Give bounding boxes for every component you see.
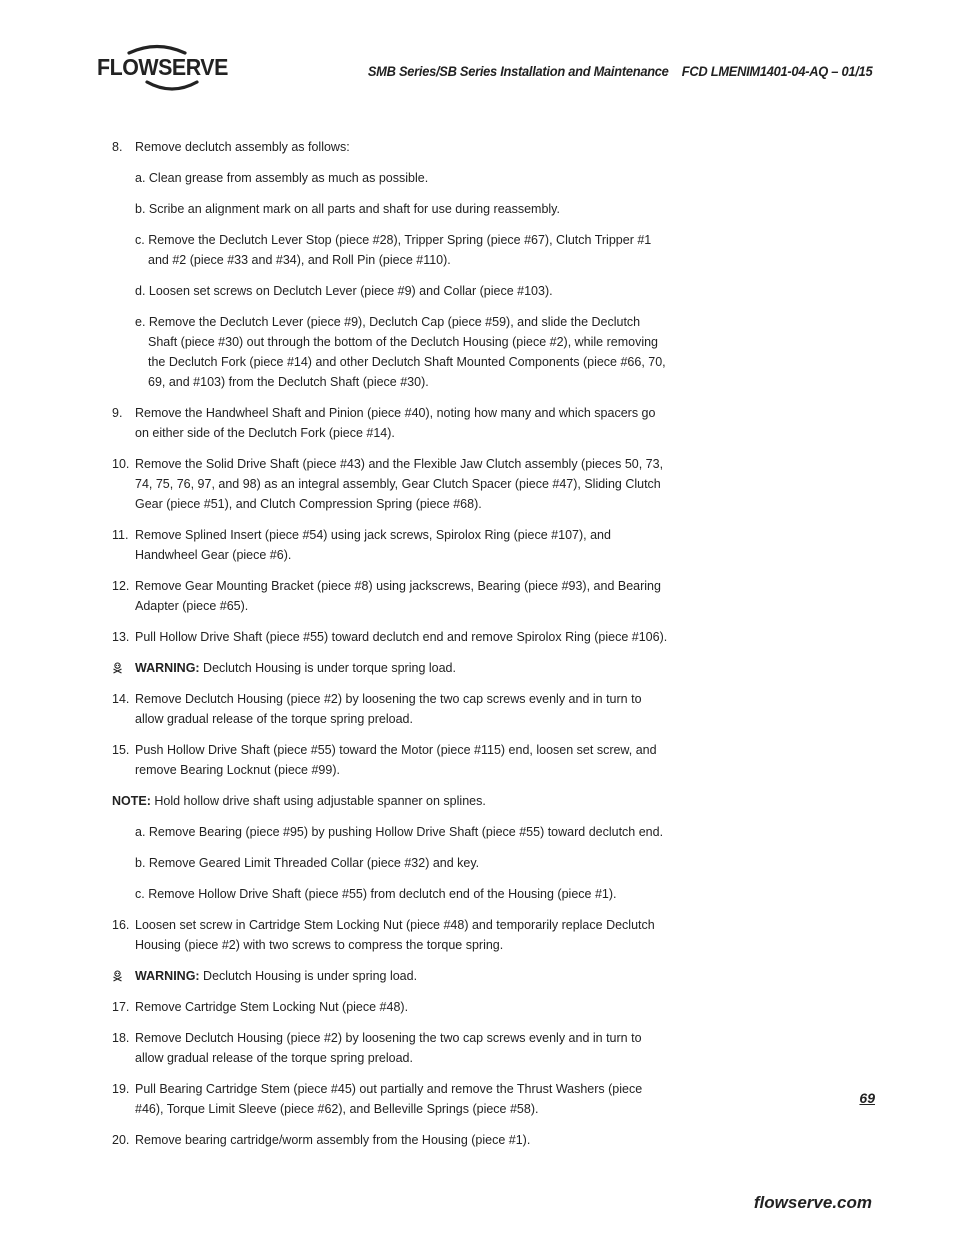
step-item <box>112 997 672 1017</box>
step-item <box>112 137 672 157</box>
skull-crossbones-icon <box>112 970 123 982</box>
step-number: 19. <box>112 1082 130 1096</box>
step-item <box>112 1028 672 1068</box>
step-item <box>112 627 672 647</box>
warning-callout <box>112 966 672 986</box>
step-number: 14. <box>112 692 130 706</box>
substep-item <box>135 281 672 301</box>
step-text: Remove bearing cartridge/worm assembly from the Housing (piece #1). <box>135 1133 531 1147</box>
skull-crossbones-icon <box>112 662 123 674</box>
warning-label: WARNING: <box>135 661 200 675</box>
step-number: 10. <box>112 457 130 471</box>
step-item <box>112 454 672 514</box>
footer-url[interactable]: flowserve.com <box>753 1193 872 1212</box>
note-label: NOTE: <box>112 794 151 808</box>
step-number: 20. <box>112 1133 130 1147</box>
brand-wordmark: FLOWSERVE <box>97 54 228 80</box>
step-item <box>112 915 672 955</box>
step-item <box>112 525 672 565</box>
step-text: Remove Gear Mounting Bracket (piece #8) using jackscrews, Bearing (piece #93), and Bearing Adapter (piece #65). <box>135 579 661 613</box>
substep-item <box>135 230 672 270</box>
step-item <box>112 740 672 780</box>
page-number[interactable]: 69 <box>859 1090 875 1106</box>
note-text: Hold hollow drive shaft using adjustable spanner on splines. <box>150 794 486 808</box>
procedure-list <box>112 137 672 1161</box>
warning-label: WARNING: <box>135 969 200 983</box>
step-item <box>112 689 672 729</box>
step-text: Push Hollow Drive Shaft (piece #55) toward the Motor (piece #115) end, loosen set screw, and remove Bearing Locknut (piece #99). <box>135 743 657 777</box>
step-text: Remove the Handwheel Shaft and Pinion (piece #40), noting how many and which spacers go on either side of the Declutch Fork (piece #14). <box>135 406 656 440</box>
document-title: SMB Series/SB Series Installation and Maintenance FCD LMENIM1401-04-AQ – 01/15 <box>367 63 872 79</box>
substep-text: a. Remove Bearing (piece #95) by pushing Hollow Drive Shaft (piece #55) toward declutch end. <box>135 825 664 839</box>
flowserve-logo <box>97 42 237 94</box>
step-number: 13. <box>112 630 130 644</box>
step-item <box>112 403 672 443</box>
step-number: 8. <box>112 140 123 154</box>
step-number: 12. <box>112 579 130 593</box>
step-number: 18. <box>112 1031 130 1045</box>
substep-text: b. Remove Geared Limit Threaded Collar (piece #32) and key. <box>135 856 480 870</box>
warning-text: Declutch Housing is under torque spring load. <box>199 661 456 675</box>
step-item <box>112 1079 672 1119</box>
step-item <box>112 576 672 616</box>
note-callout <box>112 791 672 811</box>
step-text: Pull Bearing Cartridge Stem (piece #45) out partially and remove the Thrust Washers (piece #46), Torque Limit Sleeve (piece #62), and Belleville Springs (piece #58). <box>135 1082 643 1116</box>
step-text: Remove Cartridge Stem Locking Nut (piece #48). <box>135 1000 409 1014</box>
substep-item <box>135 312 672 392</box>
step-text: Remove declutch assembly as follows: <box>135 140 350 154</box>
substep-text: e. Remove the Declutch Lever (piece #9), Declutch Cap (piece #59), and slide the Declutch Shaft (piece #30) out through the bottom of the Declutch Housing (piece #2), while removing the Declutch Fork (piece #14) and other Declutch Shaft Mounted Components (piece #66, 70, 69, and #103) from the Declutch Shaft (piece #30). <box>135 315 666 389</box>
substep-text: b. Scribe an alignment mark on all parts and shaft for use during reassembly. <box>135 202 560 216</box>
step-number: 9. <box>112 406 123 420</box>
substep-text: d. Loosen set screws on Declutch Lever (piece #9) and Collar (piece #103). <box>135 284 553 298</box>
step-text: Pull Hollow Drive Shaft (piece #55) toward declutch end and remove Spirolox Ring (piece #106). <box>135 630 668 644</box>
substep-text: c. Remove the Declutch Lever Stop (piece #28), Tripper Spring (piece #67), Clutch Tripper #1 and #2 (piece #33 and #34), and Roll Pin (piece #110). <box>135 233 652 267</box>
step-text: Loosen set screw in Cartridge Stem Locking Nut (piece #48) and temporarily replace Declutch Housing (piece #2) with two screws to compress the torque spring. <box>135 918 655 952</box>
warning-callout <box>112 658 672 678</box>
substep-item <box>135 884 672 904</box>
substep-item <box>135 199 672 219</box>
warning-text: Declutch Housing is under spring load. <box>199 969 418 983</box>
substep-item <box>135 822 672 842</box>
substep-text: a. Clean grease from assembly as much as possible. <box>135 171 429 185</box>
substep-item <box>135 168 672 188</box>
step-item <box>112 1130 672 1150</box>
substep-text: c. Remove Hollow Drive Shaft (piece #55) from declutch end of the Housing (piece #1). <box>135 887 617 901</box>
step-number: 15. <box>112 743 130 757</box>
substep-item <box>135 853 672 873</box>
step-number: 17. <box>112 1000 130 1014</box>
step-text: Remove Declutch Housing (piece #2) by loosening the two cap screws evenly and in turn to allow gradual release of the torque spring preload. <box>135 692 642 726</box>
step-number: 11. <box>112 528 129 542</box>
step-text: Remove Declutch Housing (piece #2) by loosening the two cap screws evenly and in turn to allow gradual release of the torque spring preload. <box>135 1031 642 1065</box>
step-text: Remove Splined Insert (piece #54) using jack screws, Spirolox Ring (piece #107), and Handwheel Gear (piece #6). <box>135 528 611 562</box>
step-number: 16. <box>112 918 130 932</box>
step-text: Remove the Solid Drive Shaft (piece #43) and the Flexible Jaw Clutch assembly (pieces 50, 73, 74, 75, 76, 97, and 98) as an integral assembly, Gear Clutch Spacer (piece #47), Sliding Clutch Gear (piece #51), and Clutch Compression Spring (piece #68). <box>135 457 664 511</box>
